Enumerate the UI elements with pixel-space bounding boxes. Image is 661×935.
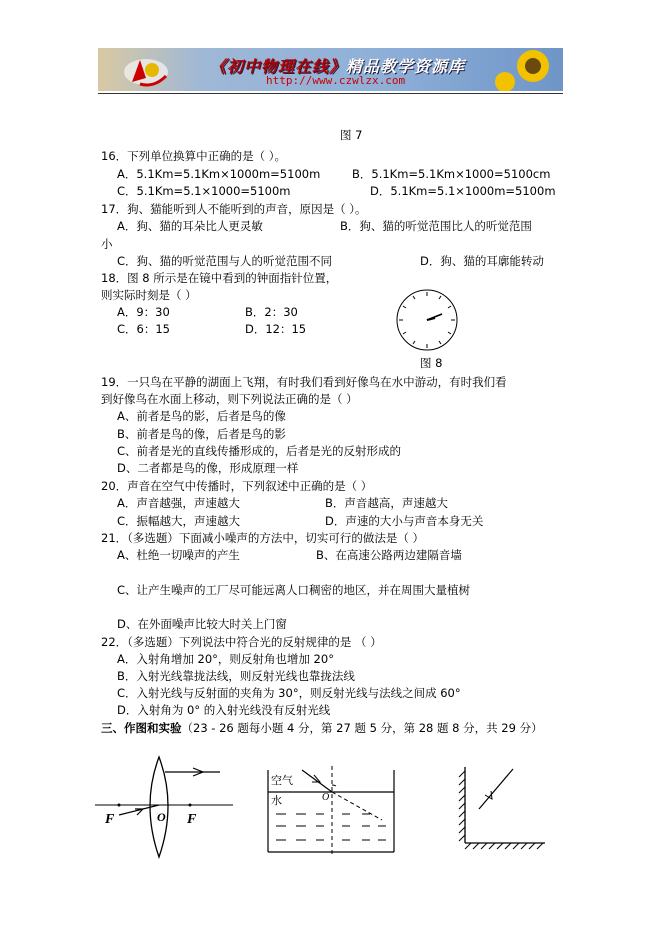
q17-option-a: A．狗、猫的耳朵比人更灵敏 <box>117 219 263 233</box>
figure-7-caption: 图 7 <box>340 128 363 142</box>
q20-option-d: D．声速的大小与声音本身无关 <box>325 514 484 528</box>
q18-stem-line2: 则实际时刻是（ ） <box>101 288 197 302</box>
q19-stem-line2: 到好像鸟在水面上移动，则下列说法正确的是（ ） <box>101 392 358 406</box>
q20-option-c: C．振幅越大，声速越大 <box>117 514 241 528</box>
banner-url: http://www.czwlzx.com <box>266 74 406 87</box>
q20-option-a: A．声音越强，声速越大 <box>117 496 240 510</box>
q18-option-d: D．12：15 <box>245 322 307 336</box>
air-label: 空气 <box>271 774 293 787</box>
q16-stem: 16．下列单位换算中正确的是（ ）。 <box>101 149 287 163</box>
water-label: 水 <box>271 794 282 807</box>
q20-stem: 20．声音在空气中传播时，下列叙述中正确的是（ ） <box>101 479 373 493</box>
q19-option-c: C、前者是光的直线传播形成的，后者是光的反射形成的 <box>117 444 402 458</box>
q18-option-b: B．2：30 <box>245 305 298 319</box>
q17-option-d: D．狗、猫的耳廓能转动 <box>420 254 544 268</box>
q20-option-b: B．声音越高，声速越大 <box>325 496 448 510</box>
q22-option-d: D．入射角为 0° 的入射光线没有反射光线 <box>117 703 331 717</box>
q22-stem: 22．（多选题）下列说法中符合光的反射规律的是 （ ） <box>101 635 382 649</box>
banner-title: 《初中物理在线》精品教学资源库 <box>210 57 466 76</box>
refraction-container-diagram <box>262 762 402 857</box>
q17-option-b-continued: 小 <box>101 237 113 251</box>
q18-option-c: C．6：15 <box>117 322 170 336</box>
q17-option-b: B．狗、猫的听觉范围比人的听觉范围 <box>340 219 532 233</box>
site-logo-icon <box>118 48 178 91</box>
sunflower-icon <box>493 48 563 91</box>
q22-option-c: C．入射光线与反射面的夹角为 30°，则反射光线与法线之间成 60° <box>117 686 461 700</box>
section-3-note: （23 - 26 题每小题 4 分，第 27 题 5 分，第 28 题 8 分，共 29 分） <box>181 721 543 735</box>
q22-option-b: B．入射光线靠拢法线，则反射光线也靠拢法线 <box>117 669 355 683</box>
q19-stem: 19．一只鸟在平静的湖面上飞翔，有时我们看到好像鸟在水中游动，有时我们看 <box>101 375 507 389</box>
q19-option-b: B、前者是鸟的像，后者是鸟的影 <box>117 427 286 441</box>
section-3-title: 三、作图和实验 <box>101 721 182 735</box>
q21-stem: 21．（多选题）下面减小噪声的方法中，切实可行的做法是（ ） <box>101 531 425 545</box>
clock-face-diagram <box>392 287 462 353</box>
q21-option-c: C、让产生噪声的工厂尽可能远离人口稠密的地区，并在周围大量植树 <box>117 583 471 597</box>
header-rule <box>98 93 563 94</box>
q21-option-b: B、在高速公路两边建隔音墙 <box>316 548 462 562</box>
figure-8-caption: 图 8 <box>420 356 443 370</box>
q21-option-d: D、在外面噪声比较大时关上门窗 <box>117 617 287 631</box>
q18-stem: 18．图 8 所示是在镜中看到的钟面指针位置， <box>101 271 338 285</box>
lens-focus-right-label: F <box>187 812 197 827</box>
q16-option-c: C．5.1Km=5.1×1000=5100m <box>117 184 291 198</box>
q16-option-b: B．5.1Km=5.1Km×1000=5100cm <box>352 167 551 181</box>
q18-option-a: A．9：30 <box>117 305 170 319</box>
q17-option-c: C．狗、猫的听觉范围与人的听觉范围不同 <box>117 254 333 268</box>
incidence-point-label: O <box>322 792 330 803</box>
header-banner <box>98 48 563 91</box>
mirror-corner-diagram <box>455 765 550 850</box>
lens-center-label: O <box>157 810 166 824</box>
q16-option-d: D．5.1Km=5.1×1000m=5100m <box>370 184 556 198</box>
convex-lens-diagram <box>95 755 235 860</box>
section-3-heading <box>101 721 543 735</box>
q21-option-a: A、杜绝一切噪声的产生 <box>117 548 240 562</box>
q16-option-a: A．5.1Km=5.1Km×1000m=5100m <box>117 167 321 181</box>
q22-option-a: A．入射角增加 20°，则反射角也增加 20° <box>117 652 334 666</box>
q17-stem: 17．狗、猫能听到人不能听到的声音，原因是（ ）。 <box>101 202 367 216</box>
q19-option-a: A、前者是鸟的影，后者是鸟的像 <box>117 409 286 423</box>
lens-focus-left-label: F <box>105 812 115 827</box>
q19-option-d: D、二者都是鸟的像，形成原理一样 <box>117 461 299 475</box>
